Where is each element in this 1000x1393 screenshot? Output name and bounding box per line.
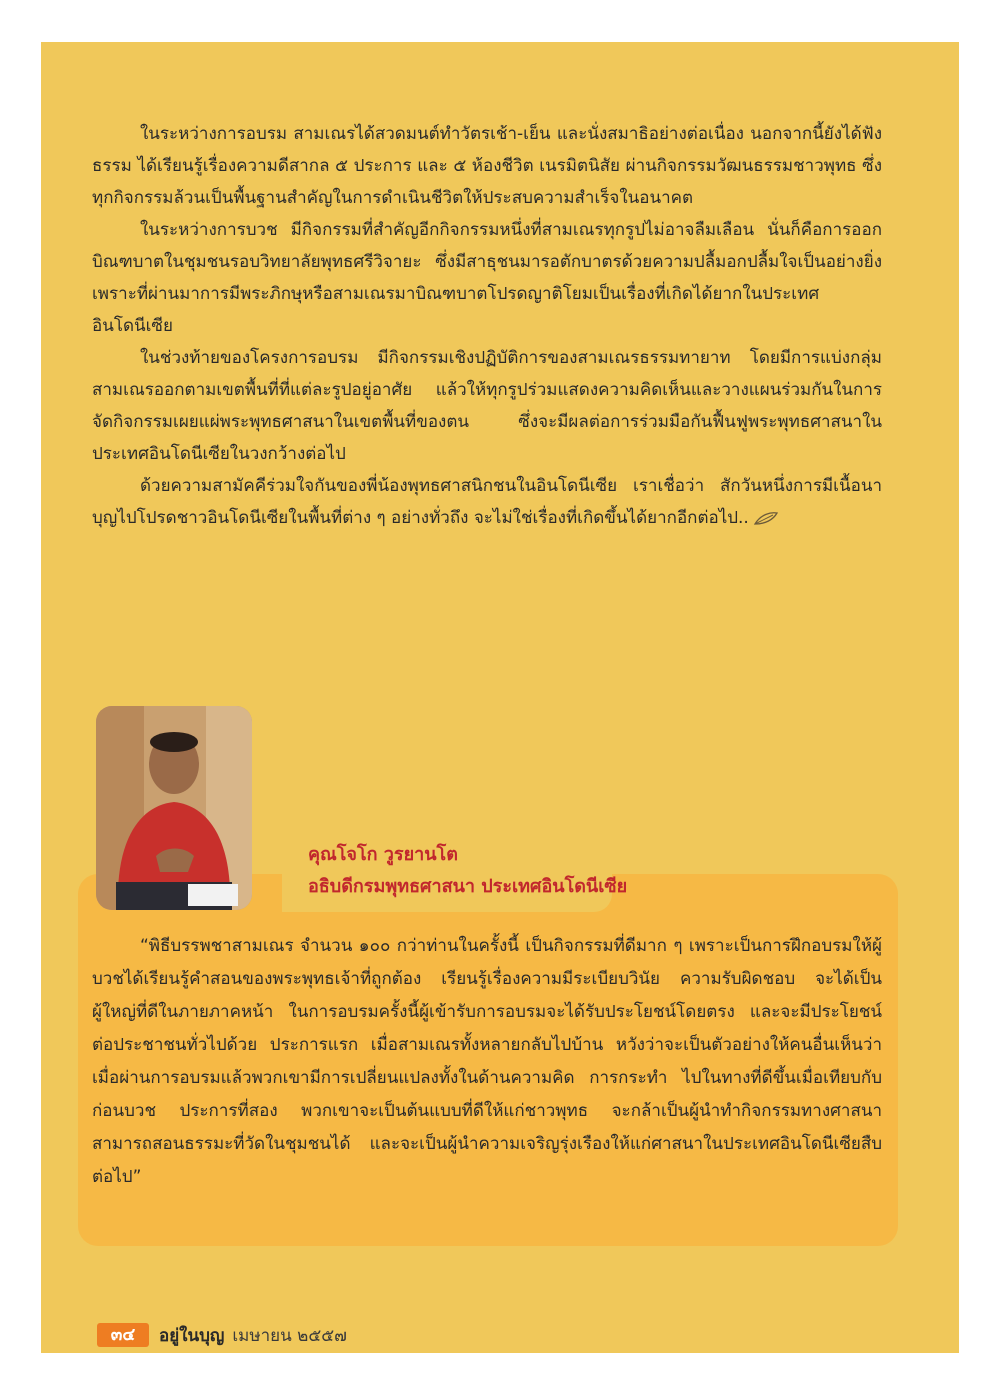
speaker-title: อธิบดีกรมพุทธศาสนา ประเทศอินโดนีเซีย (308, 876, 628, 897)
article-paragraph-last (92, 470, 882, 534)
article-paragraph-text: ด้วยความสามัคคีร่วมใจกันของพี่น้องพุทธศาสนิกชนในอินโดนีเซีย เราเชื่อว่า สักวันหนึ่งการมีเนื้อนาบุญไปโปรดชาวอินโดนีเซียในพื้นที่ต่าง ๆ อย่างทั่วถึง จะไม่ใช่เรื่องที่เกิดขึ้นได้ยากอีกต่อไป.. (92, 476, 882, 528)
quote-text: “พิธีบรรพชาสามเณร จำนวน ๑๐๐ กว่าท่านในครั้งนี้ เป็นกิจกรรมที่ดีมาก ๆ เพราะเป็นการฝึกอบรมให้ผู้บวชได้เรียนรู้คำสอนของพระพุทธเจ้าที่ถูกต้อง เรียนรู้เรื่องความมีระเบียบวินัย ความรับผิดชอบ จะได้เป็นผู้ใหญ่ที่ดีในภายภาคหน้า ในการอบรมครั้งนี้ผู้เข้ารับการอบรมจะได้รับประโยชน์โดยตรง และจะมีประโยชน์ต่อประชาชนทั่วไปด้วย ประการแรก เมื่อสามเณรทั้งหลายกลับไปบ้าน หวังว่าจะเป็นตัวอย่างให้คนอื่นเห็นว่า เมื่อผ่านการอบรมแล้วพวกเขามีการเปลี่ยนแปลงทั้งในด้านความคิด การกระทำ ไปในทางที่ดีขึ้นเมื่อเทียบกับก่อนบวช ประการที่สอง พวกเขาจะเป็นต้นแบบที่ดีให้แก่ชาวพุทธ จะกล้าเป็นผู้นำทำกิจกรรมทางศาสนา สามารถสอนธรรมะที่วัดในชุมชนได้ และจะเป็นผู้นำความเจริญรุ่งเรืองให้แก่ศาสนาในประเทศอินโดนีเซียสืบต่อไป” (92, 936, 882, 1187)
page-footer (97, 1322, 347, 1348)
magazine-name: อยู่ในบุญ (159, 1325, 225, 1346)
portrait-illustration (96, 706, 252, 910)
leaf-icon (753, 510, 779, 526)
portrait-photo (96, 706, 252, 910)
speaker-name: คุณโจโก วูรยานโต (308, 844, 458, 865)
article-body (92, 118, 882, 534)
page-number: ๓๔ (97, 1323, 149, 1347)
article-paragraph: ในระหว่างการอบรม สามเณรได้สวดมนต์ทำวัตรเช้า-เย็น และนั่งสมาธิอย่างต่อเนื่อง นอกจากนี้ยังได้ฟังธรรม ได้เรียนรู้เรื่องความดีสากล ๕ ประการ และ ๕ ห้องชีวิต เนรมิตนิสัย ผ่านกิจกรรมวัฒนธรรมชาวพุทธ ซึ่งทุกกิจกรรมล้วนเป็นพื้นฐานสำคัญในการดำเนินชีวิตให้ประสบความสำเร็จในอนาคต (92, 124, 882, 208)
article-paragraph: ในช่วงท้ายของโครงการอบรม มีกิจกรรมเชิงปฏิบัติการของสามเณรธรรมทายาท โดยมีการแบ่งกลุ่มสามเณรออกตามเขตพื้นที่ที่แต่ละรูปอยู่อาศัย แล้วให้ทุกรูปร่วมแสดงความคิดเห็นและวางแผนร่วมกันในการจัดกิจกรรมเผยแผ่พระพุทธศาสนาในเขตพื้นที่ของตน ซึ่งจะมีผลต่อการร่วมมือกันฟื้นฟูพระพุทธศาสนาในประเทศอินโดนีเซียในวงกว้างต่อไป (92, 348, 882, 464)
article-paragraph: ในระหว่างการบวช มีกิจกรรมที่สำคัญอีกกิจกรรมหนึ่งที่สามเณรทุกรูปไม่อาจลืมเลือน นั่นก็คือการออกบิณฑบาตในชุมชนรอบวิทยาลัยพุทธศรีวิจายะ ซึ่งมีสาธุชนมารอตักบาตรด้วยความปลื้มอกปลื้มใจเป็นอย่างยิ่ง เพราะที่ผ่านมาการมีพระภิกษุหรือสามเณรมาบิณฑบาตโปรดญาติโยมเป็นเรื่องที่เกิดได้ยากในประเทศอินโดนีเซีย (92, 220, 882, 336)
issue-date: เมษายน ๒๕๕๗ (232, 1325, 347, 1346)
